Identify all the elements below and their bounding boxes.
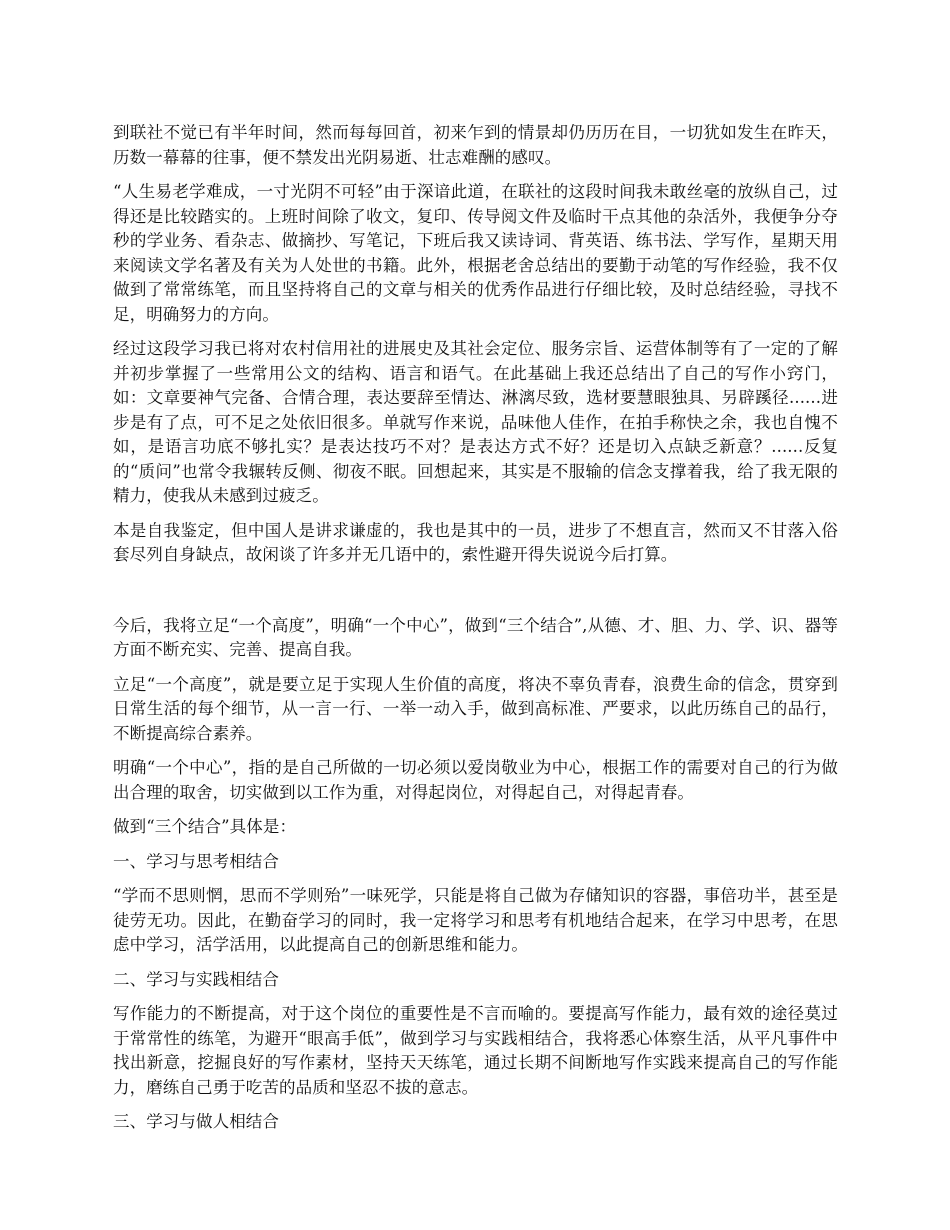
paragraph: 立足“一个高度”，就是要立足于实现人生价值的高度，将决不辜负青春，浪费生命的信念，贯穿到日常生活的每个细节，从一言一行、一举一动入手，做到高标准、严要求，以此历练自己的品行，不断提高综合素养。 (113, 674, 838, 743)
paragraph: 本是自我鉴定，但中国人是讲求谦虚的，我也是其中的一员，进步了不想直言，然而又不甘落入俗套尽列自身缺点，故闲谈了许多并无几语中的，索性避开得失说说今后打算。 (113, 520, 838, 564)
section-heading: 二、学习与实践相结合 (113, 969, 279, 989)
paragraph: “学而不思则惘，思而不学则殆”一味死学，只能是将自己做为存储知识的容器，事倍功半，甚至是徒劳无功。因此，在勤奋学习的同时，我一定将学习和思考有机地结合起来，在学习中思考，在思虑中学习，活学活用，以此提高自己的创新思维和能力。 (113, 886, 838, 954)
paragraph: 做到“三个结合”具体是： (113, 817, 297, 836)
paragraph: “人生易老学难成，一寸光阴不可轻”由于深谙此道，在联社的这段时间我未敢丝毫的放纵自己，过得还是比较踏实的。上班时间除了收文，复印、传导阅文件及临时干点其他的杂活外，我便争分夺秒的学业务、看杂志、做摘抄、写笔记，下班后我又读诗词、背英语、练书法、学写作，星期天用来阅读文学名著及有关为人处世的书籍。此外，根据老舍总结出的要勤于动笔的写作经验，我不仅做到了常常练笔，而且坚持将自己的文章与相关的优秀作品进行仔细比较，及时总结经验，寻找不足，明确努力的方向。 (113, 182, 838, 324)
section-heading: 三、学习与做人相结合 (113, 1112, 279, 1131)
paragraph: 明确“一个中心”，指的是自己所做的一切必须以爱岗敬业为中心，根据工作的需要对自己的行为做出合理的取舍，切实做到以工作为重，对得起岗位，对得起自己，对得起青春。 (113, 758, 838, 802)
section-heading: 一、学习与思考相结合 (113, 851, 279, 871)
section-spacer (113, 578, 838, 614)
paragraph: 写作能力的不断提高，对于这个岗位的重要性是不言而喻的。要提高写作能力，最有效的途径莫过于常常性的练笔，为避开“眼高手低”，做到学习与实践相结合，我将悉心体察生活，从平凡事件中找出新意，挖掘良好的写作素材，坚持天天练笔，通过长期不间断地写作实践来提高自己的写作能力，磨练自己勇于吃苦的品质和坚忍不拔的意志。 (113, 1004, 838, 1097)
paragraph: 到联社不觉已有半年时间，然而每每回首，初来乍到的情景却仍历历在目，一切犹如发生在昨天，历数一幕幕的往事，便不禁发出光阴易逝、壮志难酬的感叹。 (113, 123, 838, 167)
paragraph: 今后，我将立足“一个高度”，明确“一个中心”，做到“三个结合”,从德、才、胆、力、学、识、器等方面不断充实、完善、提高自我。 (113, 615, 838, 659)
document-page (113, 121, 838, 1145)
paragraph: 经过这段学习我已将对农村信用社的进展史及其社会定位、服务宗旨、运营体制等有了一定的了解并初步掌握了一些常用公文的结构、语言和语气。在此基础上我还总结出了自己的写作小窍门，如：文章要神气完备、合情合理，表达要辞至情达、淋漓尽致，选材要慧眼独具、另辟蹊径......进步是有了点，可不足之处依旧很多。单就写作来说，品味他人佳作，在拍手称快之余，我也自愧不如，是语言功底不够扎实？是表达技巧不对？是表达方式不好？还是切入点缺乏新意？......反复的“质问”也常令我辗转反侧、彻夜不眠。回想起来，其实是不服输的信念支撑着我，给了我无限的精力，使我从未感到过疲乏。 (113, 339, 838, 505)
